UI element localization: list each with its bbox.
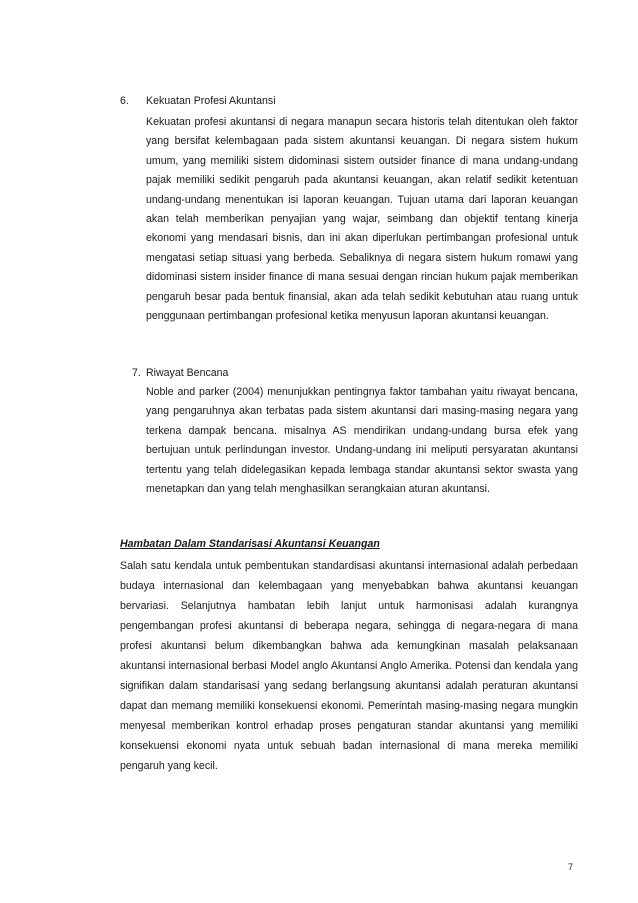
page-number: 7 [568, 862, 574, 872]
list-item-heading: Kekuatan Profesi Akuntansi [146, 95, 276, 107]
list-item-paragraph: Kekuatan profesi akuntansi di negara manapun secara historis telah ditentukan oleh faktor yang bersifat kelembagaan pada sistem akuntansi keuangan. Di negara sistem hukum umum, yang memiliki sistem didominasi sistem outsider finance di mana undang-undang pajak memiliki sedikit pengaruh pada akuntansi keuangan, akan relatif sedikit ketentuan undang-undang menentukan isi laporan keuangan. Tujuan utama dari laporan keuangan akan telah memberikan penyajian yang wajar, seimbang dan objektif tentang kinerja ekonomi yang mendasari bisnis, dan ini akan diperlukan pertimbangan profesional untuk mengatasi setiap situasi yang berbeda. Sebaliknya di negara sistem hukum romawi yang didominasi sistem insider finance di mana sesuai dengan rincian hukum pajak memberikan pengaruh besar pada bentuk finansial, akan ada telah sedikit kebutuhan atau ruang untuk penggunaan pertimbangan profesional ketika menyusun laporan akuntansi keuangan. [146, 116, 578, 323]
list-item-heading: Riwayat Bencana [146, 367, 229, 379]
list-item-number: 7. [132, 367, 141, 379]
section-paragraph: Salah satu kendala untuk pembentukan standardisasi akuntansi internasional adalah perbedaan budaya internasional dan kelembagaan yang menyebabkan bahwa akuntansi keuangan bervariasi. Selanjutnya hambatan lebih lanjut untuk harmonisasi adalah kurangnya pengembangan profesi akuntansi di beberapa negara, sehingga di negara-negara di mana profesi akuntansi belum dikembangkan bahwa ada kemungkinan masalah pelaksanaan akuntansi internasional berbasi Model anglo Akuntansi Anglo Amerika. Potensi dan kendala yang signifikan dalam standarisasi yang sedang berlangsung akuntansi adalah peraturan akuntansi dapat dan memang memiliki konsekuensi ekonomi. Pemerintah masing-masing negara mungkin menyesal memberikan kontrol erhadap proses pengaturan standar akuntansi yang memiliki konsekuensi ekonomi nyata untuk sebuah badan internasional di mana mereka memiliki pengaruh yang kecil. [120, 560, 578, 772]
list-item-number: 6. [120, 95, 129, 107]
section-heading: Hambatan Dalam Standarisasi Akuntansi Keuangan [120, 538, 380, 550]
list-item-paragraph: Noble and parker (2004) menunjukkan pentingnya faktor tambahan yaitu riwayat bencana, yang pengaruhnya akan terbatas pada sistem akuntansi dari masing-masing negara yang terkena dampak bencana. misalnya AS mendirikan undang-undang bursa efek yang bertujuan untuk perlindungan investor. Undang-undang ini meliputi persyaratan akuntansi tertentu yang telah didelegasikan kepada lembaga standar akuntansi sektor swasta yang menetapkan dan yang telah menghasilkan serangkaian aturan akuntansi. [146, 386, 578, 496]
